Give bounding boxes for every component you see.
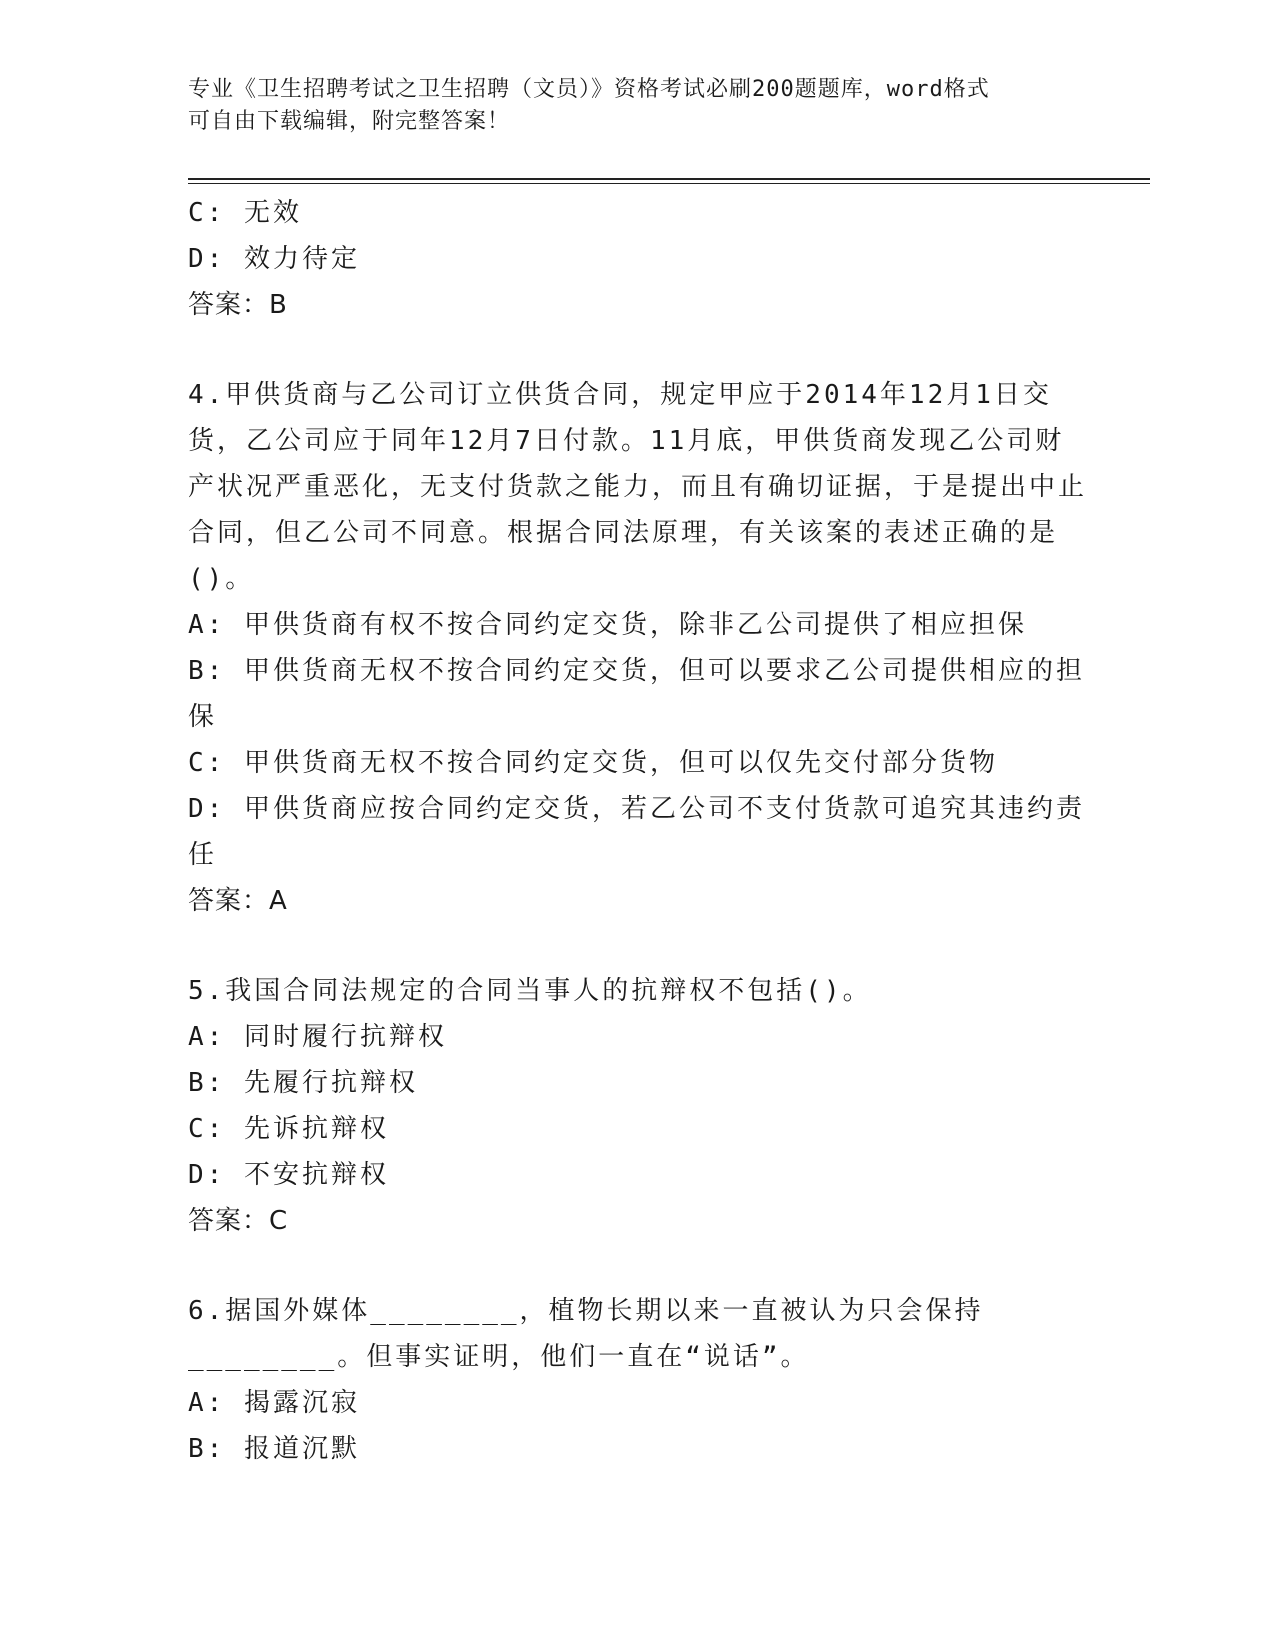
option-c: C: 甲供货商无权不按合同约定交货，但可以仅先交付部分货物 [188,748,998,778]
answer: 答案：B [188,290,288,320]
option-a: A: 揭露沉寂 [188,1388,360,1418]
question-6 [188,1288,1088,1472]
answer: 答案：A [188,886,288,916]
previous-question-tail [188,190,1088,328]
header-rule-thin [188,183,1150,184]
question-content [188,190,1088,1472]
option-c: C: 先诉抗辩权 [188,1114,389,1144]
option-c: C: 无效 [188,198,302,228]
header-rule-thick [188,178,1150,180]
option-a: A: 同时履行抗辩权 [188,1022,447,1052]
header-line-1: 专业《卫生招聘考试之卫生招聘（文员）》资格考试必刷200题题库，word格式 [188,77,990,102]
option-b: B: 报道沉默 [188,1434,360,1464]
question-stem: 6.据国外媒体________，植物长期以来一直被认为只会保持________。但事实证明，他们一直在“说话”。 [188,1296,984,1372]
question-stem: 5.我国合同法规定的合同当事人的抗辩权不包括()。 [188,976,872,1006]
answer: 答案：C [188,1206,289,1236]
header-line-2: 可自由下载编辑，附完整答案！ [188,109,511,134]
option-d: D: 甲供货商应按合同约定交货，若乙公司不支付货款可追究其违约责任 [188,794,1085,870]
option-d: D: 不安抗辩权 [188,1160,389,1190]
option-d: D: 效力待定 [188,244,360,274]
question-5 [188,968,1088,1244]
option-b: B: 先履行抗辩权 [188,1068,418,1098]
option-a: A: 甲供货商有权不按合同约定交货，除非乙公司提供了相应担保 [188,610,1027,640]
document-header [188,74,1088,138]
option-b: B: 甲供货商无权不按合同约定交货，但可以要求乙公司提供相应的担保 [188,656,1085,732]
question-4 [188,372,1088,924]
question-stem: 4.甲供货商与乙公司订立供货合同，规定甲应于2014年12月1日交货，乙公司应于同年12月7日付款。11月底，甲供货商发现乙公司财产状况严重恶化，无支付货款之能力，而且有确切证据，于是提出中止合同，但乙公司不同意。根据合同法原理，有关该案的表述正确的是()。 [188,380,1088,594]
